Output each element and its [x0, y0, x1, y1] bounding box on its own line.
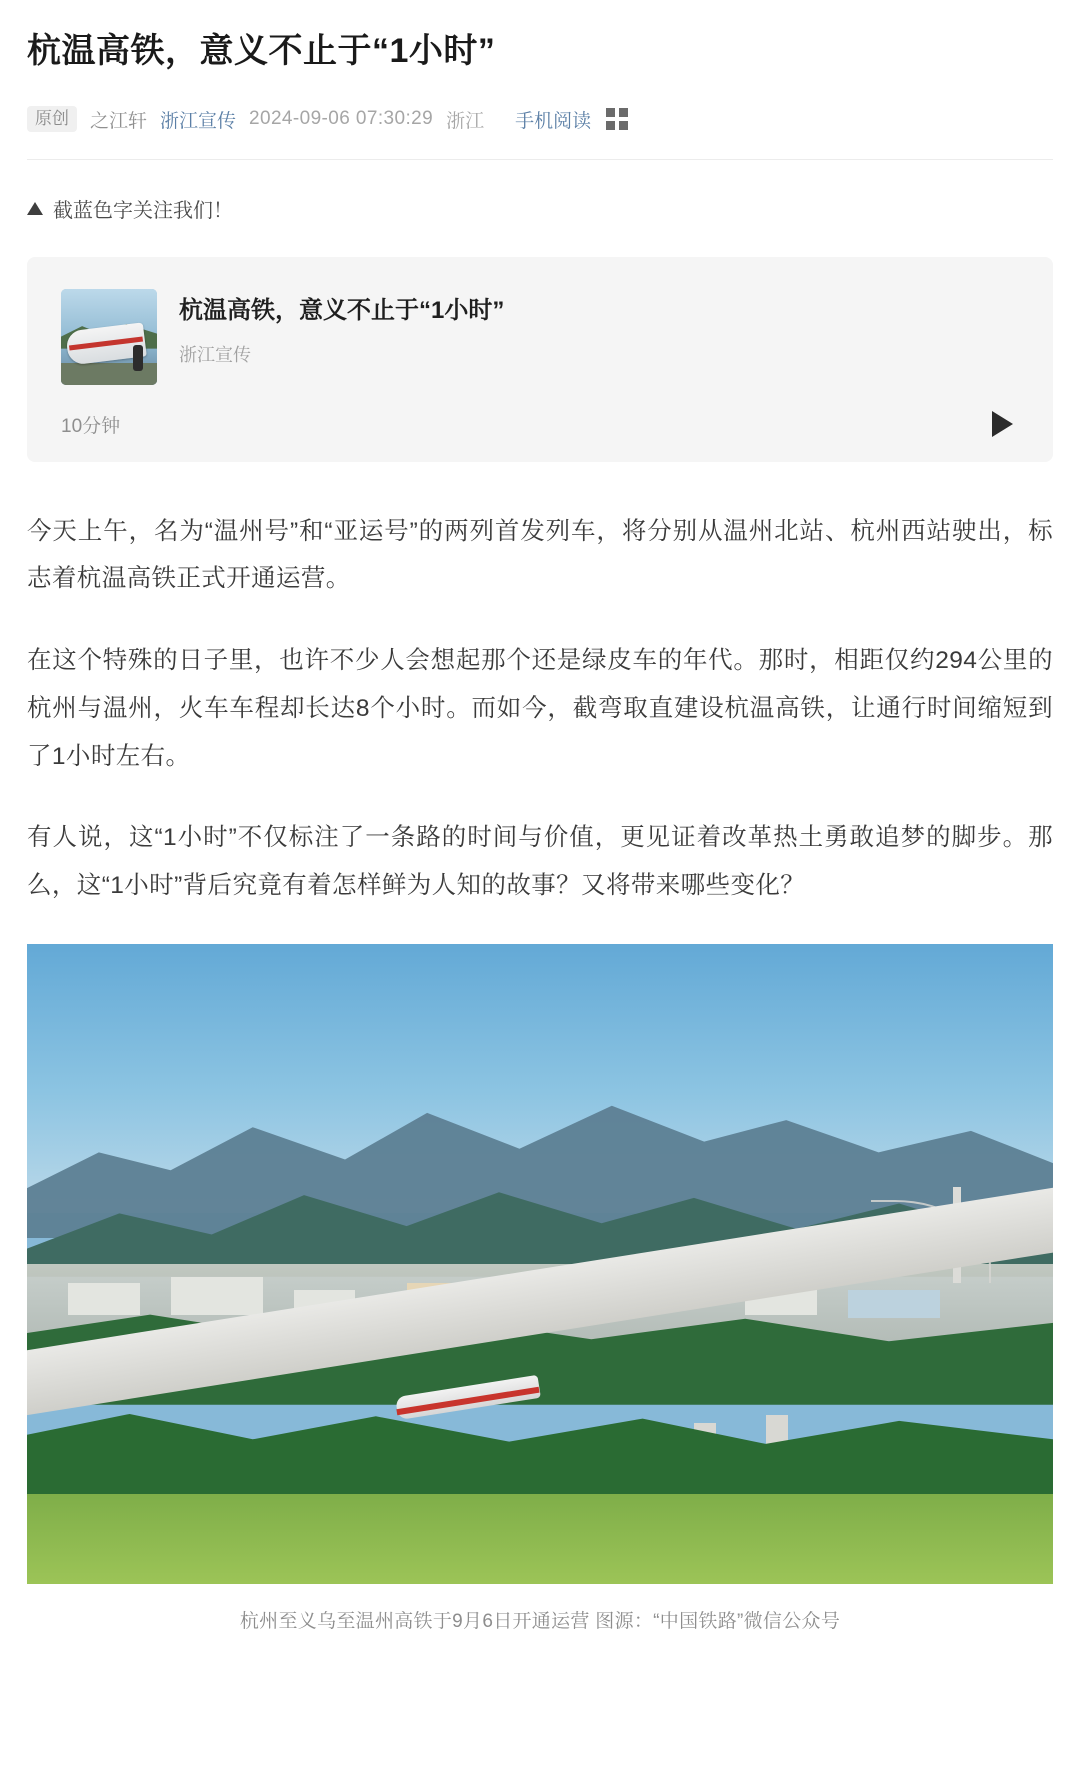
account-name-link[interactable]: 浙江宣传 [160, 110, 237, 132]
audio-card-texts [179, 289, 504, 367]
paragraph: 今天上午，名为“温州号”和“亚运号”的两列首发列车，将分别从温州北站、杭州西站驶出，标志着杭温高铁正式开通运营。 [27, 517, 1053, 593]
article-meta [27, 106, 1053, 133]
audio-card-bottom [61, 411, 1019, 438]
triangle-up-icon [27, 202, 43, 215]
read-on-phone-link[interactable]: 手机阅读 [515, 110, 592, 132]
qr-code-icon[interactable] [606, 108, 628, 130]
follow-hint [27, 194, 1053, 223]
audio-account: 浙江宣传 [179, 344, 251, 365]
page-title: 杭温高铁，意义不止于“1小时” [27, 32, 496, 70]
author-name: 之江轩 [90, 110, 148, 132]
paragraph: 在这个特殊的日子里，也许不少人会想起那个还是绿皮车的年代。那时，相距仅约294公里的杭州与温州，火车车程却长达8个小时。而如今，截弯取直建设杭温高铁，让通行时间缩短到了1小时左右。 [27, 647, 1053, 770]
follow-hint-text: 截蓝色字关注我们！ [53, 199, 233, 222]
hangwen-high-speed-railway-photo[interactable] [27, 944, 1053, 1584]
article-body [27, 508, 1053, 910]
publish-datetime: 2024-09-06 07:30:29 [249, 108, 434, 130]
audio-duration: 10分钟 [61, 415, 121, 437]
audio-cover-image [61, 289, 157, 385]
photo-caption: 杭州至义乌至温州高铁于9月6日开通运营 图源：“中国铁路”微信公众号 [239, 1610, 841, 1632]
audio-card-top [61, 289, 1019, 385]
play-icon[interactable] [992, 411, 1013, 437]
paragraph: 有人说，这“1小时”不仅标注了一条路的时间与价值，更见证着改革热土勇敢追梦的脚步。那么，这“1小时”背后究竟有着怎样鲜为人知的故事？又将带来哪些变化？ [27, 824, 1053, 900]
original-badge: 原创 [27, 106, 77, 132]
audio-title: 杭温高铁，意义不止于“1小时” [179, 296, 505, 324]
article-photo-block [27, 944, 1053, 1657]
article-page [0, 28, 1080, 1657]
region-label: 浙江 [446, 110, 485, 132]
header-divider [27, 159, 1053, 160]
audio-player-card[interactable] [27, 257, 1053, 462]
